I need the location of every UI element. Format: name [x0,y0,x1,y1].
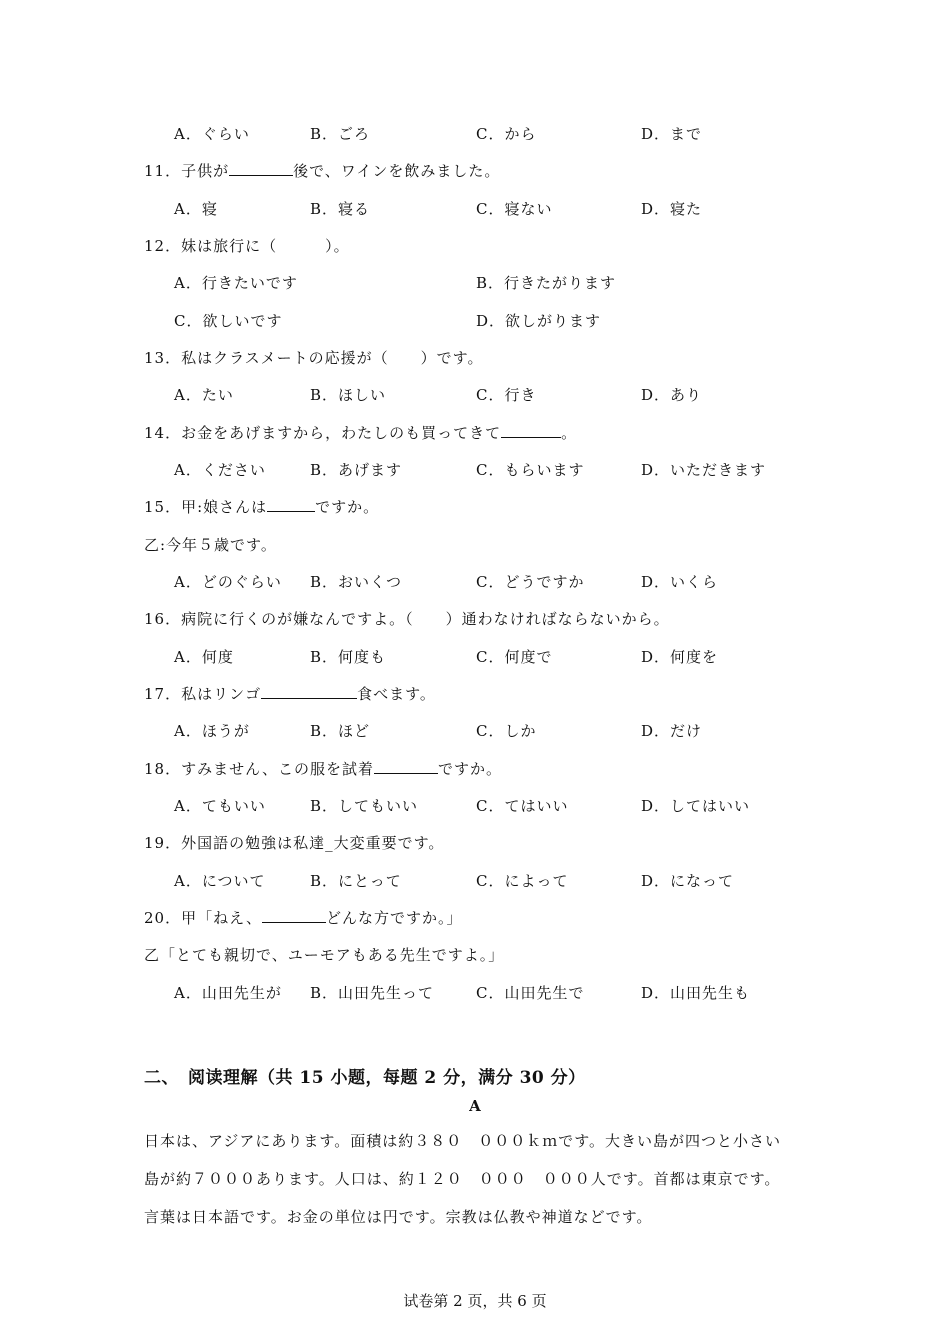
q15-suffix: ですか。 [315,498,380,516]
q13-stem: 13．私はクラスメートの応援が（ ）です。 [144,349,484,367]
q13-option-c: C．行き [476,386,537,404]
q18-option-a: A．てもいい [174,797,266,815]
passage-line-2: 島が約７０００あります。人口は、約１２０ ０００ ０００人です。首都は東京です。 [144,1170,781,1188]
q18-suffix: ですか。 [438,760,503,778]
q15-option-b: B．おいくつ [310,573,403,591]
q12-stem: 12．妹は旅行に（ ）。 [144,237,350,255]
q11-option-d: D．寝た [641,200,703,218]
q14-option-b: B．あげます [310,461,403,479]
q17-stem [144,684,436,704]
q18-option-b: B．してもいい [310,797,419,815]
q13-option-d: D．あり [641,386,703,404]
q15-stem [144,497,379,517]
q18-option-c: C．てはいい [476,797,569,815]
q20-option-b: B．山田先生って [310,984,435,1002]
q16-option-b: B．何度も [310,648,387,666]
q14-option-c: C．もらいます [476,461,585,479]
q15-option-a: A．どのぐらい [174,573,282,591]
q18-prefix: 18．すみません、この服を試着 [144,760,374,778]
q10-option-b: B．ごろ [310,125,371,143]
passage-label: A [469,1097,481,1115]
q11-option-a: A．寝 [174,200,218,218]
q14-prefix: 14．お金をあげますから，わたしのも買ってきて [144,424,502,442]
q17-option-d: D．だけ [641,722,703,740]
q14-suffix: 。 [561,424,578,442]
q15-blank [267,497,315,512]
q20-option-c: C．山田先生で [476,984,585,1002]
q20-option-d: D．山田先生も [641,984,751,1002]
q20-suffix: どんな方ですか。」 [326,909,463,927]
q18-option-d: D．してはいい [641,797,751,815]
q17-suffix: 食べます。 [357,685,436,703]
q17-option-c: C．しか [476,722,537,740]
q17-prefix: 17．私はリンゴ [144,685,262,703]
q14-blank [501,423,561,438]
q12-option-c: C．欲しいです [174,312,283,330]
q19-option-d: D．になって [641,872,735,890]
q20-blank [262,908,326,923]
q15-option-d: D．いくら [641,573,719,591]
q16-option-a: A．何度 [174,648,234,666]
q17-blank [261,684,357,699]
q15-line2: 乙:今年５歳です。 [144,536,277,554]
q11-suffix: 後で、ワインを飲みました。 [293,162,501,180]
q16-option-c: C．何度で [476,648,553,666]
q19-option-b: B．にとって [310,872,402,890]
q13-option-a: A．たい [174,386,234,404]
q15-option-c: C．どうですか [476,573,585,591]
passage-line-1: 日本は、アジアにあります。面積は約３８０ ０００ｋｍです。大きい島が四つと小さい [144,1132,782,1150]
q10-option-c: C．から [476,125,537,143]
q11-prefix: 11．子供が [144,162,230,180]
q20-stem [144,908,463,928]
section-heading: 二、 阅读理解（共 15 小题，每题 2 分，满分 30 分） [144,1068,586,1088]
q11-blank [229,161,293,176]
q14-option-a: A．ください [174,461,266,479]
q12-option-b: B．行きたがります [476,274,617,292]
q14-stem [144,423,577,443]
q16-stem: 16．病院に行くのが嫌なんですよ。（ ）通わなければならないから。 [144,610,670,628]
q18-stem [144,759,502,779]
q10-option-d: D．まで [641,125,703,143]
q12-option-a: A．行きたいです [174,274,298,292]
q13-option-b: B．ほしい [310,386,387,404]
q11-option-c: C．寝ない [476,200,553,218]
q20-line2: 乙「とても親切で、ユーモアもある先生ですよ。」 [144,946,505,964]
q12-option-d: D．欲しがります [476,312,602,330]
q19-option-c: C．によって [476,872,569,890]
q19-option-a: A．について [174,872,266,890]
q15-prefix: 15．甲:娘さんは [144,498,268,516]
q20-prefix: 20．甲「ねえ、 [144,909,262,927]
page-footer: 试卷第 2 页，共 6 页 [403,1292,547,1310]
q11-stem [144,161,500,181]
q17-option-b: B．ほど [310,722,371,740]
q10-option-a: A．ぐらい [174,125,250,143]
q11-option-b: B．寝る [310,200,371,218]
q19-stem: 19．外国語の勉強は私達_大変重要です。 [144,834,445,852]
passage-line-3: 言葉は日本語です。お金の単位は円です。宗教は仏教や神道などです。 [144,1208,653,1226]
q20-option-a: A．山田先生が [174,984,282,1002]
q17-option-a: A．ほうが [174,722,250,740]
q16-option-d: D．何度を [641,648,719,666]
q18-blank [374,759,438,774]
q14-option-d: D．いただきます [641,461,767,479]
